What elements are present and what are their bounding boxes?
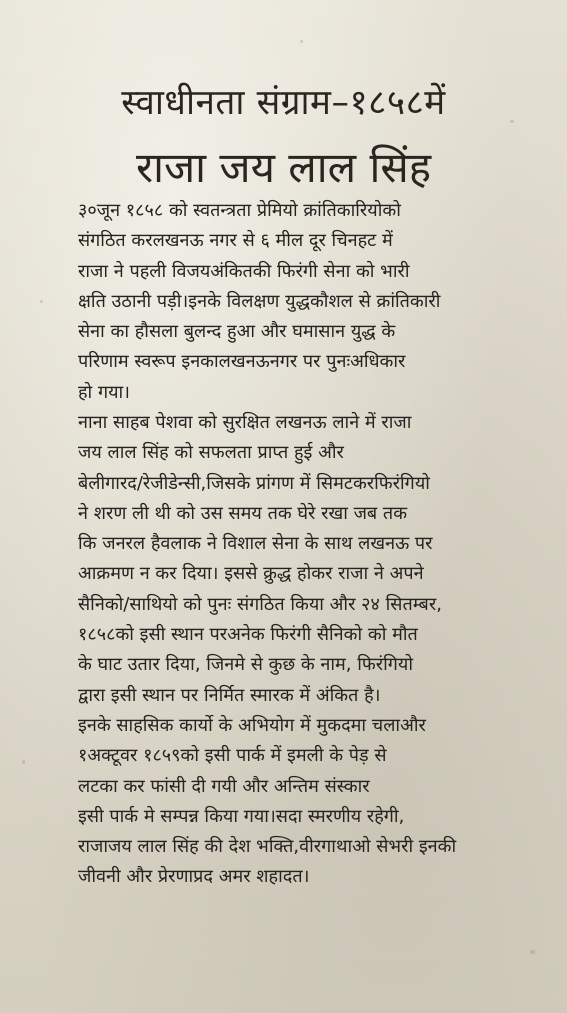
text-line: राजा ने पहली विजयअंकितकी फिरंगी सेना को भारी	[78, 260, 410, 282]
paragraph-2	[78, 408, 518, 711]
text-line: हो गया।	[78, 381, 130, 403]
text-line: राजाजय लाल सिंह की देश भक्ति,वीरगाथाओ सेभरी इनकी	[78, 836, 457, 858]
text-line: सैनिको/साथियो को पुनः संगठित किया और २४ सितम्बर,	[78, 593, 442, 615]
text-line: के घाट उतार दिया, जिनमे से कुछ के नाम, फिरंगियो	[78, 654, 414, 676]
text-line: बेलीगारद/रेजीडेन्सी,जिसके प्रांगण में सिमटकरफिरंगियो	[78, 472, 430, 494]
text-line: क्षति उठानी पड़ी।इनके विलक्षण युद्धकौशल से क्रांतिकारी	[78, 290, 441, 312]
text-line: सेना का हौसला बुलन्द हुआ और घमासान युद्ध के	[78, 321, 396, 343]
text-line: इनके साहसिक कार्यो के अभियोग में मुकदमा चलाऔर	[78, 715, 426, 736]
text-line: जय लाल सिंह को सफलता प्राप्त हुई और	[78, 442, 344, 464]
text-line: परिणाम स्वरूप इनकालखनऊनगर पर पुनःअधिकार	[78, 351, 406, 373]
text-line: लटका कर फांसी दी गयी और अन्तिम संस्कार	[78, 775, 370, 797]
text-line: कि जनरल हैवलाक ने विशाल सेना के साथ लखनऊ पर	[78, 533, 433, 555]
text-line: नाना साहब पेशवा को सुरक्षित लखनऊ लाने में राजा	[78, 412, 412, 433]
text-line: इसी पार्क मे सम्पन्न किया गया।सदा स्मरणीय रहेगी,	[78, 805, 405, 827]
text-line: जीवनी और प्रेरणाप्रद अमर शहादत।	[78, 866, 310, 888]
text-line: आक्रमण न कर दिया। इससे क्रुद्ध होकर राजा ने अपने	[78, 563, 424, 585]
text-line: ३०जून १८५८ को स्वतन्त्रता प्रेमियो क्रांतिकारियोको	[78, 200, 401, 221]
text-line: द्वारा इसी स्थान पर निर्मित स्मारक में अंकित है।	[78, 684, 381, 706]
text-line: १८५८को इसी स्थान परअनेक फिरंगी सैनिको को मौत	[78, 624, 418, 646]
text-line: संगठित करलखनऊ नगर से ६ मील दूर चिनहट में	[78, 230, 393, 252]
text-line: ने शरण ली थी को उस समय तक घेरे रखा जब तक	[78, 502, 408, 524]
plaque-title-line1: स्वाधीनता संग्राम–१८५८में	[121, 83, 446, 123]
text-line: १अक्टूवर १८५९को इसी पार्क में इमली के पेड़ से	[78, 745, 387, 767]
paragraph-3	[78, 711, 518, 893]
paragraph-1	[78, 196, 518, 408]
plaque-title-line2: राजा जय लाल सिंह	[135, 143, 432, 192]
